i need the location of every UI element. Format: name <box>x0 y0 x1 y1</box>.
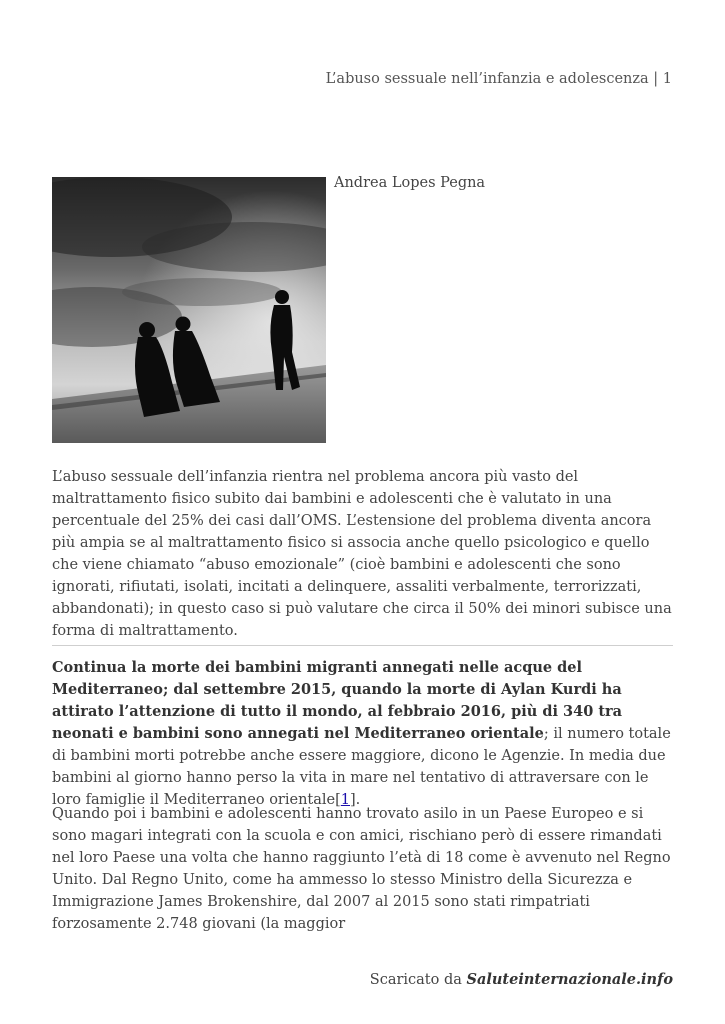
paragraph-migrants <box>52 657 674 811</box>
footnote-open: [ <box>335 792 341 808</box>
paragraph-intro: L’abuso sessuale dell’infanzia rientra nel problema ancora più vasto del maltrattamento fisico subito dai bambini e adolescenti che è valutato in una percentuale del 25% dei casi dall’OMS. L’estensione del problema diventa ancora più ampia se al maltrattamento fisico si associa anche quello psicologico e quello che viene chiamato “abuso emozionale” (cioè bambini e adolescenti che sono ignorati, rifiutati, isolati, incitati a delinquere, assaliti verbalmente, terrorizzati, abbandonati); in questo caso si può valutare che circa il 50% dei minori subisce una forma di maltrattamento. <box>52 469 672 639</box>
page-footer <box>370 971 673 988</box>
footnote-link-1[interactable]: 1 <box>340 792 351 808</box>
footer-site-name: Saluteinternazionale.info <box>466 971 673 988</box>
article-photo <box>52 177 326 443</box>
running-header: L’abuso sessuale nell’infanzia e adolescenza | 1 <box>325 71 672 87</box>
footer-prefix: Scaricato da <box>369 972 467 988</box>
paragraph-migrants-text: ; il numero totale di bambini morti potrebbe anche essere maggiore, dicono le Agenzie. In media due bambini al giorno hanno perso la vita in mare nel tentativo di attraversare con le loro famiglie il Mediterraneo orientale <box>52 726 671 808</box>
footnote-close: ]. <box>350 792 361 808</box>
article-author: Andrea Lopes Pegna <box>334 175 486 191</box>
paragraph-repatriation: Quando poi i bambini e adolescenti hanno trovato asilo in un Paese Europeo e si sono magari integrati con la scuola e con amici, rischiano però di essere rimandati nel loro Paese una volta che hanno raggiunto l’età di 18 come è avvenuto nel Regno Unito. Dal Regno Unito, come ha ammesso lo stesso Ministro della Sicurezza e Immigrazione James Brokenshire, dal 2007 al 2015 sono stati rimpatriati forzosamente 2.748 giovani (la maggior <box>52 806 671 932</box>
section-divider <box>52 645 673 646</box>
paragraph-migrants-lead: Continua la morte dei bambini migranti annegati nelle acque del Mediterraneo; dal settembre 2015, quando la morte di Aylan Kurdi ha attirato l’attenzione di tutto il mondo, al febbraio 2016, più di 340 tra neonati e bambini sono annegati nel Mediterraneo orientale <box>52 659 623 742</box>
